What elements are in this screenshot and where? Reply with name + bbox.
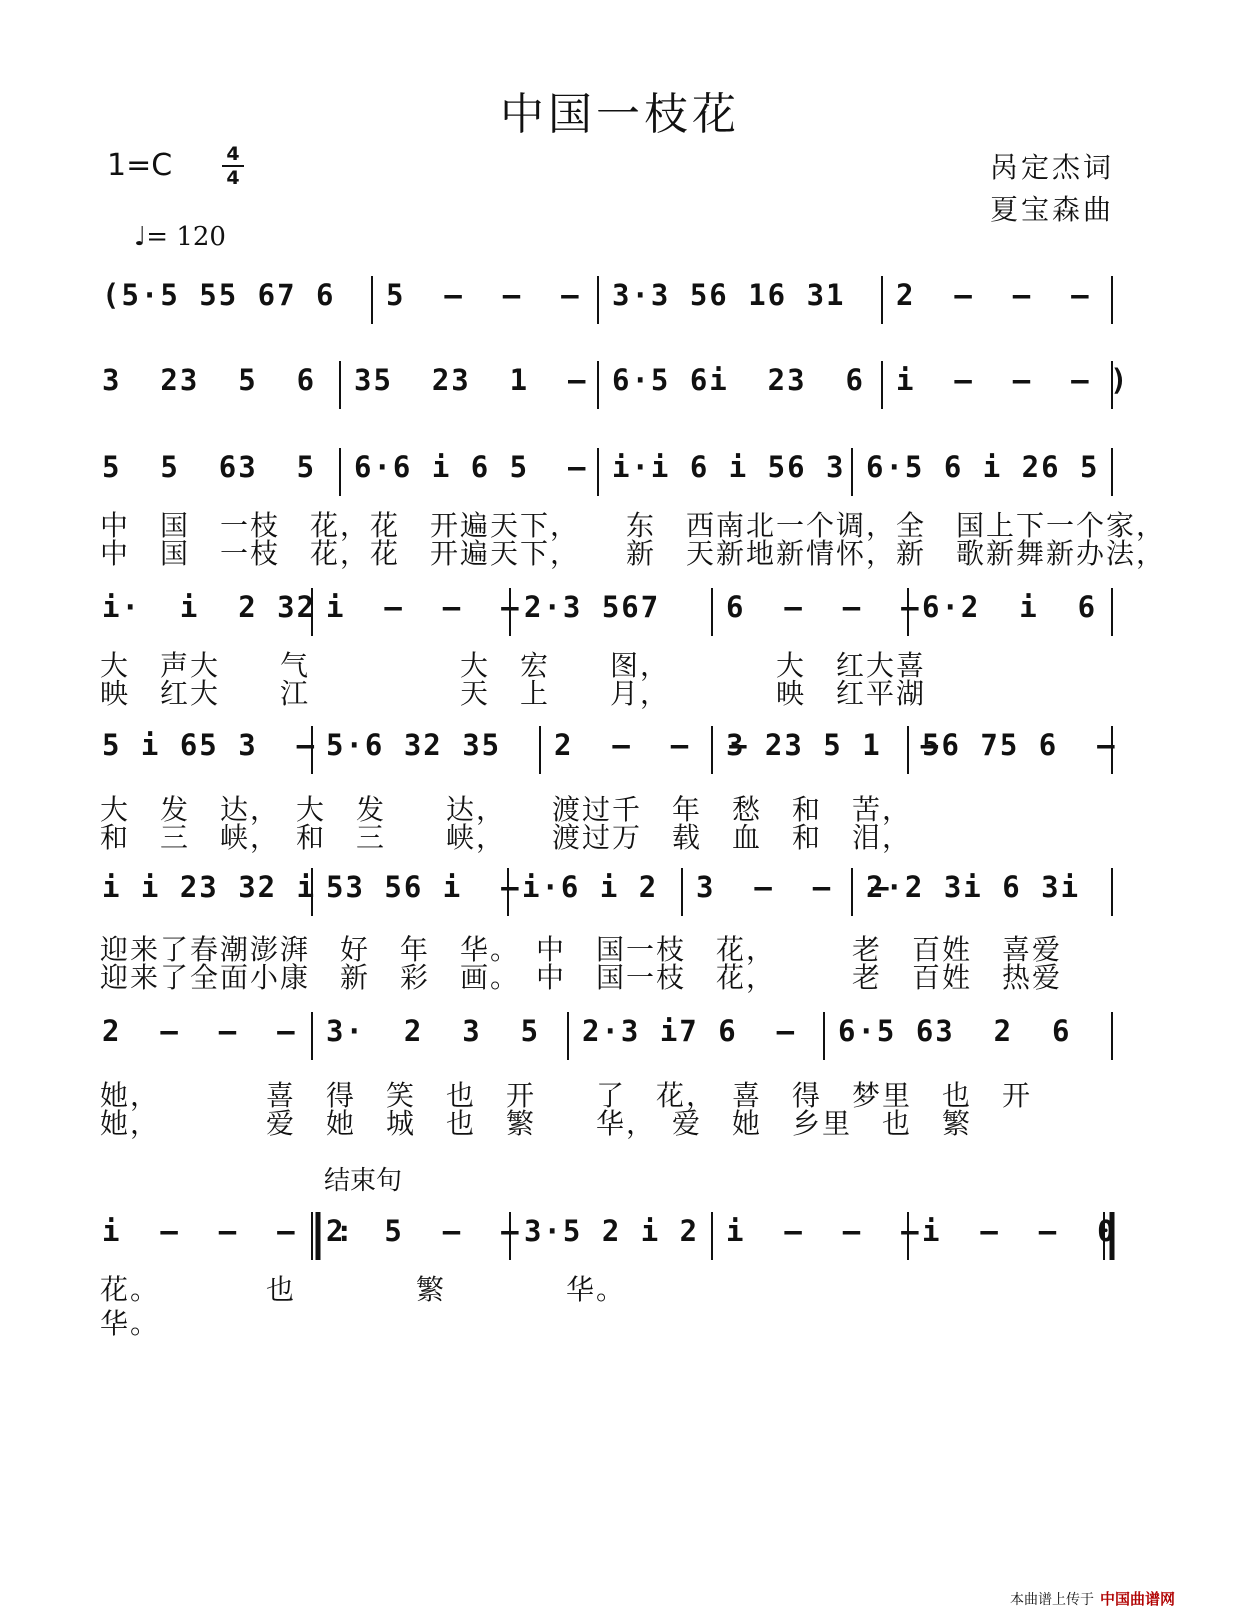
composer-credit: 夏宝森曲 — [990, 193, 1115, 226]
measure: 53 56 i — — [326, 870, 521, 904]
song-title: 中国一枝花 — [500, 89, 740, 140]
measure: i — — — — [326, 590, 521, 624]
measure: 6·5 6 i 26 5 — [866, 450, 1100, 484]
measure: 3 — — — — [696, 870, 891, 904]
measure: i — — — : — [102, 1214, 355, 1248]
measure: i — — 0 — [922, 1214, 1117, 1248]
measure: 2 — — — — [102, 1014, 297, 1048]
lyric-line: 大 发 达， 大 发 达， 渡过千 年 愁 和 苦， — [100, 793, 913, 826]
measure: 5 — — — — [386, 278, 581, 312]
measure: 6·5 6i 23 6 — [612, 363, 865, 397]
lyric-line: 大 声大 气 大 宏 图， 大 红大喜 — [100, 649, 927, 682]
measure: i·6 i 2 — [522, 870, 659, 904]
measure: 2·3 567 — [524, 590, 661, 624]
measure: 6·5 63 2 6 — [838, 1014, 1072, 1048]
measure: 35 23 1 — — [354, 363, 588, 397]
measure: i — — — — [726, 1214, 921, 1248]
lyric-line: 她， 爱 她 城 也 繁 华， 爱 她 乡里 也 繁 — [100, 1107, 973, 1140]
measure: 3 23 5 1 — — [726, 728, 941, 762]
lyric-line: 迎来了全面小康 新 彩 画。 中 国一枝 花， 老 百姓 热爱 — [100, 961, 1063, 994]
footer — [1010, 1588, 1175, 1609]
measure: 56 75 6 — — [922, 728, 1117, 762]
measure: 6 — — — — [726, 590, 921, 624]
notation-row — [0, 1008, 1240, 1078]
notation-row — [0, 864, 1240, 934]
measure: 2·3 i7 6 — — [582, 1014, 797, 1048]
measure: 2 5 — — — [326, 1214, 521, 1248]
measure: 2 — — — — [554, 728, 749, 762]
tempo-marking: ♩= 120 — [134, 222, 226, 252]
measure: i — — — ) — [896, 363, 1130, 397]
notation-row — [0, 722, 1240, 792]
lyric-line: 映 红大 江 天 上 月， 映 红平湖 — [100, 677, 927, 710]
measure: 2 — — — — [896, 278, 1091, 312]
measure: 3 23 5 6 — [102, 363, 317, 397]
measure: 5 5 63 5 — [102, 450, 317, 484]
measure: (5·5 55 67 6 — [102, 278, 336, 312]
lyric-line: 华。 — [100, 1307, 161, 1340]
measure: 3·3 56 16 31 — [612, 278, 846, 312]
notation-row — [0, 272, 1240, 342]
lyric-line: 她， 喜 得 笑 也 开 了 花， 喜 得 梦里 也 开 — [100, 1079, 1033, 1112]
measure: 6·2 i 6 — [922, 590, 1098, 624]
lyric-line: 中 国 一枝 花，花 开遍天下， 东 西南北一个调，全 国上下一个家， — [100, 509, 1167, 542]
measure: 5 i 65 3 — — [102, 728, 317, 762]
measure: 3· 2 3 5 — [326, 1014, 541, 1048]
site-logo: 中国曲谱网 — [1100, 1590, 1176, 1608]
ending-section-label: 结束句 — [324, 1166, 403, 1196]
key-signature: 1=C — [107, 148, 173, 183]
footer-text: 本曲谱上传于 — [1010, 1592, 1094, 1608]
lyric-line: 中 国 一枝 花，花 开遍天下， 新 天新地新情怀，新 歌新舞新办法， — [100, 537, 1167, 570]
measure: 2·2 3i 6 3i — [866, 870, 1081, 904]
lyric-line: 花。 也 繁 华。 — [100, 1273, 627, 1306]
measure: 5·6 32 35 — [326, 728, 502, 762]
measure: 3·5 2 i 2 — [524, 1214, 700, 1248]
time-signature-bottom: 4 — [226, 167, 240, 189]
measure: i i 23 32 i — [102, 870, 317, 904]
measure: 6·6 i 6 5 — — [354, 450, 588, 484]
notation-row — [0, 357, 1240, 427]
measure: i· i 2 32 — [102, 590, 317, 624]
time-signature-top: 4 — [226, 143, 240, 165]
lyric-line: 迎来了春潮澎湃 好 年 华。 中 国一枝 花， 老 百姓 喜爱 — [100, 933, 1063, 966]
lyricist-credit: 呙定杰词 — [990, 151, 1115, 184]
measure: i·i 6 i 56 3 — [612, 450, 846, 484]
time-signature — [222, 144, 244, 188]
lyric-line: 和 三 峡， 和 三 峡， 渡过万 载 血 和 泪， — [100, 821, 913, 854]
